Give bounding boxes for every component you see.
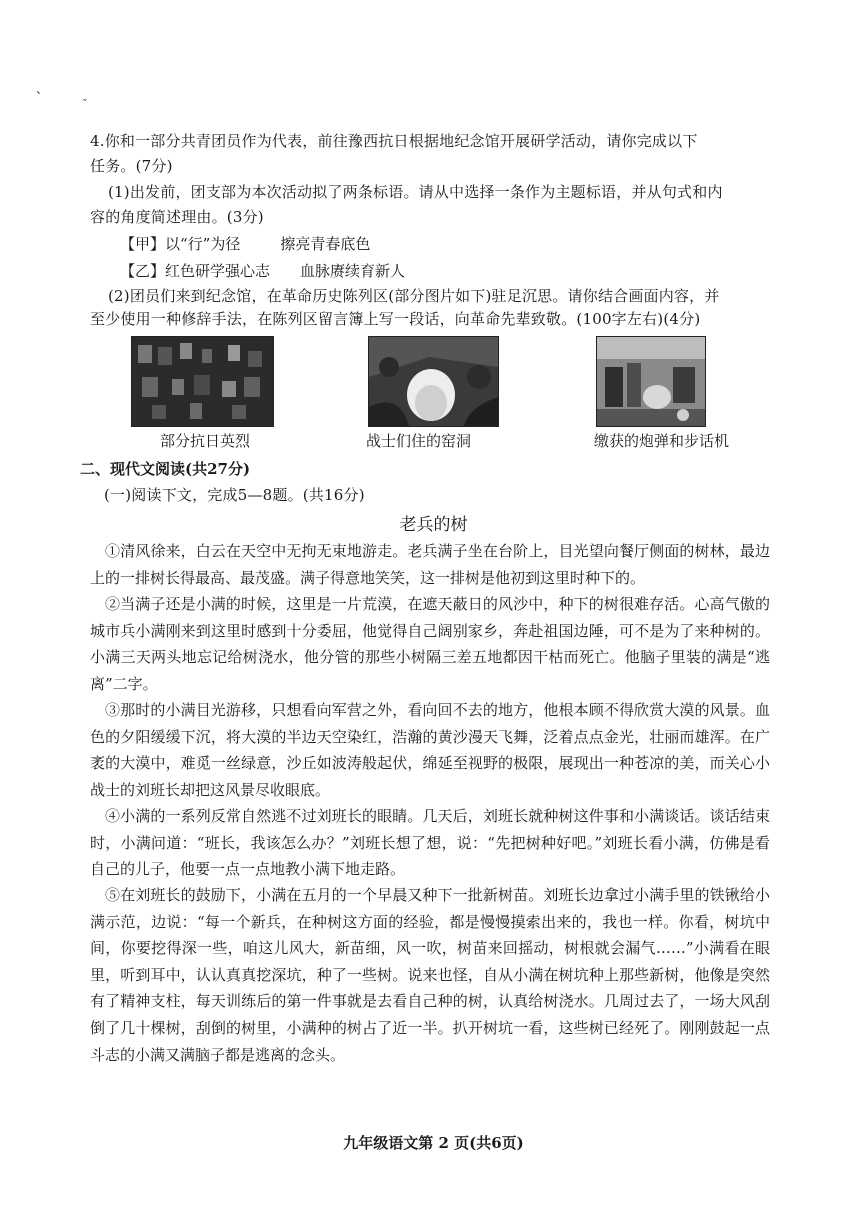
slogan-a [120, 233, 370, 254]
slogan-b-text: 血脉赓续育新人 [300, 262, 406, 280]
paragraph-4: ④小满的一系列反常自然逃不过刘班长的眼睛。几天后，刘班长就种树这件事和小满谈话。谈话结束时，小满问道：“班长，我该怎么办？”刘班长想了想，说：“先把树种好吧。”刘班长看小满，仿佛是看自己的儿子，他要一点一点地教小满下地走路。 [90, 807, 770, 879]
subquestion-1-line2: 容的角度简述理由。(3分) [90, 208, 264, 226]
photo-cave-dwelling [368, 336, 499, 427]
subquestion-2-line2: 至少使用一种修辞手法，在陈列区留言簿上写一段话，向革命先辈致敬。(100字左右)(4分) [90, 310, 701, 328]
photo-caption-shells: 缴获的炮弹和步话机 [594, 432, 730, 450]
photo-cave-image [369, 337, 498, 426]
photo-martyrs [131, 336, 274, 427]
slogan-b-label: 【乙】红色研学强心志 [120, 262, 271, 280]
photo-caption-martyrs: 部分抗日英烈 [160, 432, 251, 450]
section-heading: 二、现代文阅读(共27分) [80, 460, 251, 478]
scan-mark: 、 [36, 82, 49, 96]
slogan-a-text: 擦亮青春底色 [280, 235, 371, 253]
subquestion-1-line1: (1)出发前，团支部为本次活动拟了两条标语。请从中选择一条作为主题标语，并从句式和内 [108, 183, 723, 201]
paragraph-5: ⑤在刘班长的鼓励下，小满在五月的一个早晨又种下一批新树苗。刘班长边拿过小满手里的铁锹给小满示范，边说：“每一个新兵，在种树这方面的经验，都是慢慢摸索出来的，我也一样。你看，树坑中间，你要挖得深一些，咱这儿风大，新苗细，风一吹，树苗来回摇动，树根就会漏气……”小满看在眼里，听到耳中，认认真真挖深坑，种了一些树。说来也怪，自从小满在树坑种上那些新树，他像是突然有了精神支柱，每天训练后的第一件事就是去看自己种的树，认真给树浇水。几周过去了，一场大风刮倒了几十棵树，刮倒的树里，小满种的树占了近一半。扒开树坑一看，这些树已经死了。刚刚鼓起一点斗志的小满又满脑子都是逃离的念头。 [90, 886, 770, 1064]
scan-mark: ˜ [82, 98, 88, 111]
section-subheading: (一)阅读下文，完成5—8题。(共16分) [104, 486, 365, 504]
page-footer: 九年级语文第 2 页(共6页) [343, 1134, 524, 1152]
photo-shells-image [597, 337, 705, 426]
paragraph-1: ①清风徐来，白云在天空中无拘无束地游走。老兵满子坐在台阶上，目光望向餐厅侧面的树林，最边上的一排树长得最高、最茂盛。满子得意地笑笑，这一排树是他初到这里时种下的。 [90, 542, 770, 587]
subquestion-2-line1: (2)团员们来到纪念馆，在革命历史陈列区(部分图片如下)驻足沉思。请你结合画面内容，并 [108, 287, 720, 305]
question-4-line1: 4.你和一部分共青团员作为代表，前往豫西抗日根据地纪念馆开展研学活动，请你完成以下 [90, 132, 698, 150]
article-title: 老兵的树 [399, 515, 468, 535]
photo-captured-shells [596, 336, 706, 427]
photo-martyrs-image [132, 337, 273, 426]
slogan-a-label: 【甲】以“行”为径 [120, 235, 241, 253]
paragraph-2: ②当满子还是小满的时候，这里是一片荒漠，在遮天蔽日的风沙中，种下的树很难存活。心高气傲的城市兵小满刚来到这里时感到十分委屈，他觉得自己阔别家乡，奔赴祖国边陲，可不是为了来种树的。小满三天两头地忘记给树浇水，他分管的那些小树隔三差五地都因干枯而死亡。他脑子里装的满是“逃离”二字。 [90, 595, 770, 693]
paragraph-3: ③那时的小满目光游移，只想看向军营之外，看向回不去的地方，他根本顾不得欣赏大漠的风景。血色的夕阳缓缓下沉，将大漠的半边天空染红，浩瀚的黄沙漫天飞舞，泛着点点金光，壮丽而雄浑。在广袤的大漠中，难觅一丝绿意，沙丘如波涛般起伏，绵延至视野的极限，展现出一种苍凉的美，而关心小战士的刘班长却把这风景尽收眼底。 [90, 701, 770, 799]
slogan-b [120, 260, 405, 281]
question-4-line2: 任务。(7分) [90, 157, 173, 175]
photo-caption-cave: 战士们住的窑洞 [366, 432, 472, 450]
